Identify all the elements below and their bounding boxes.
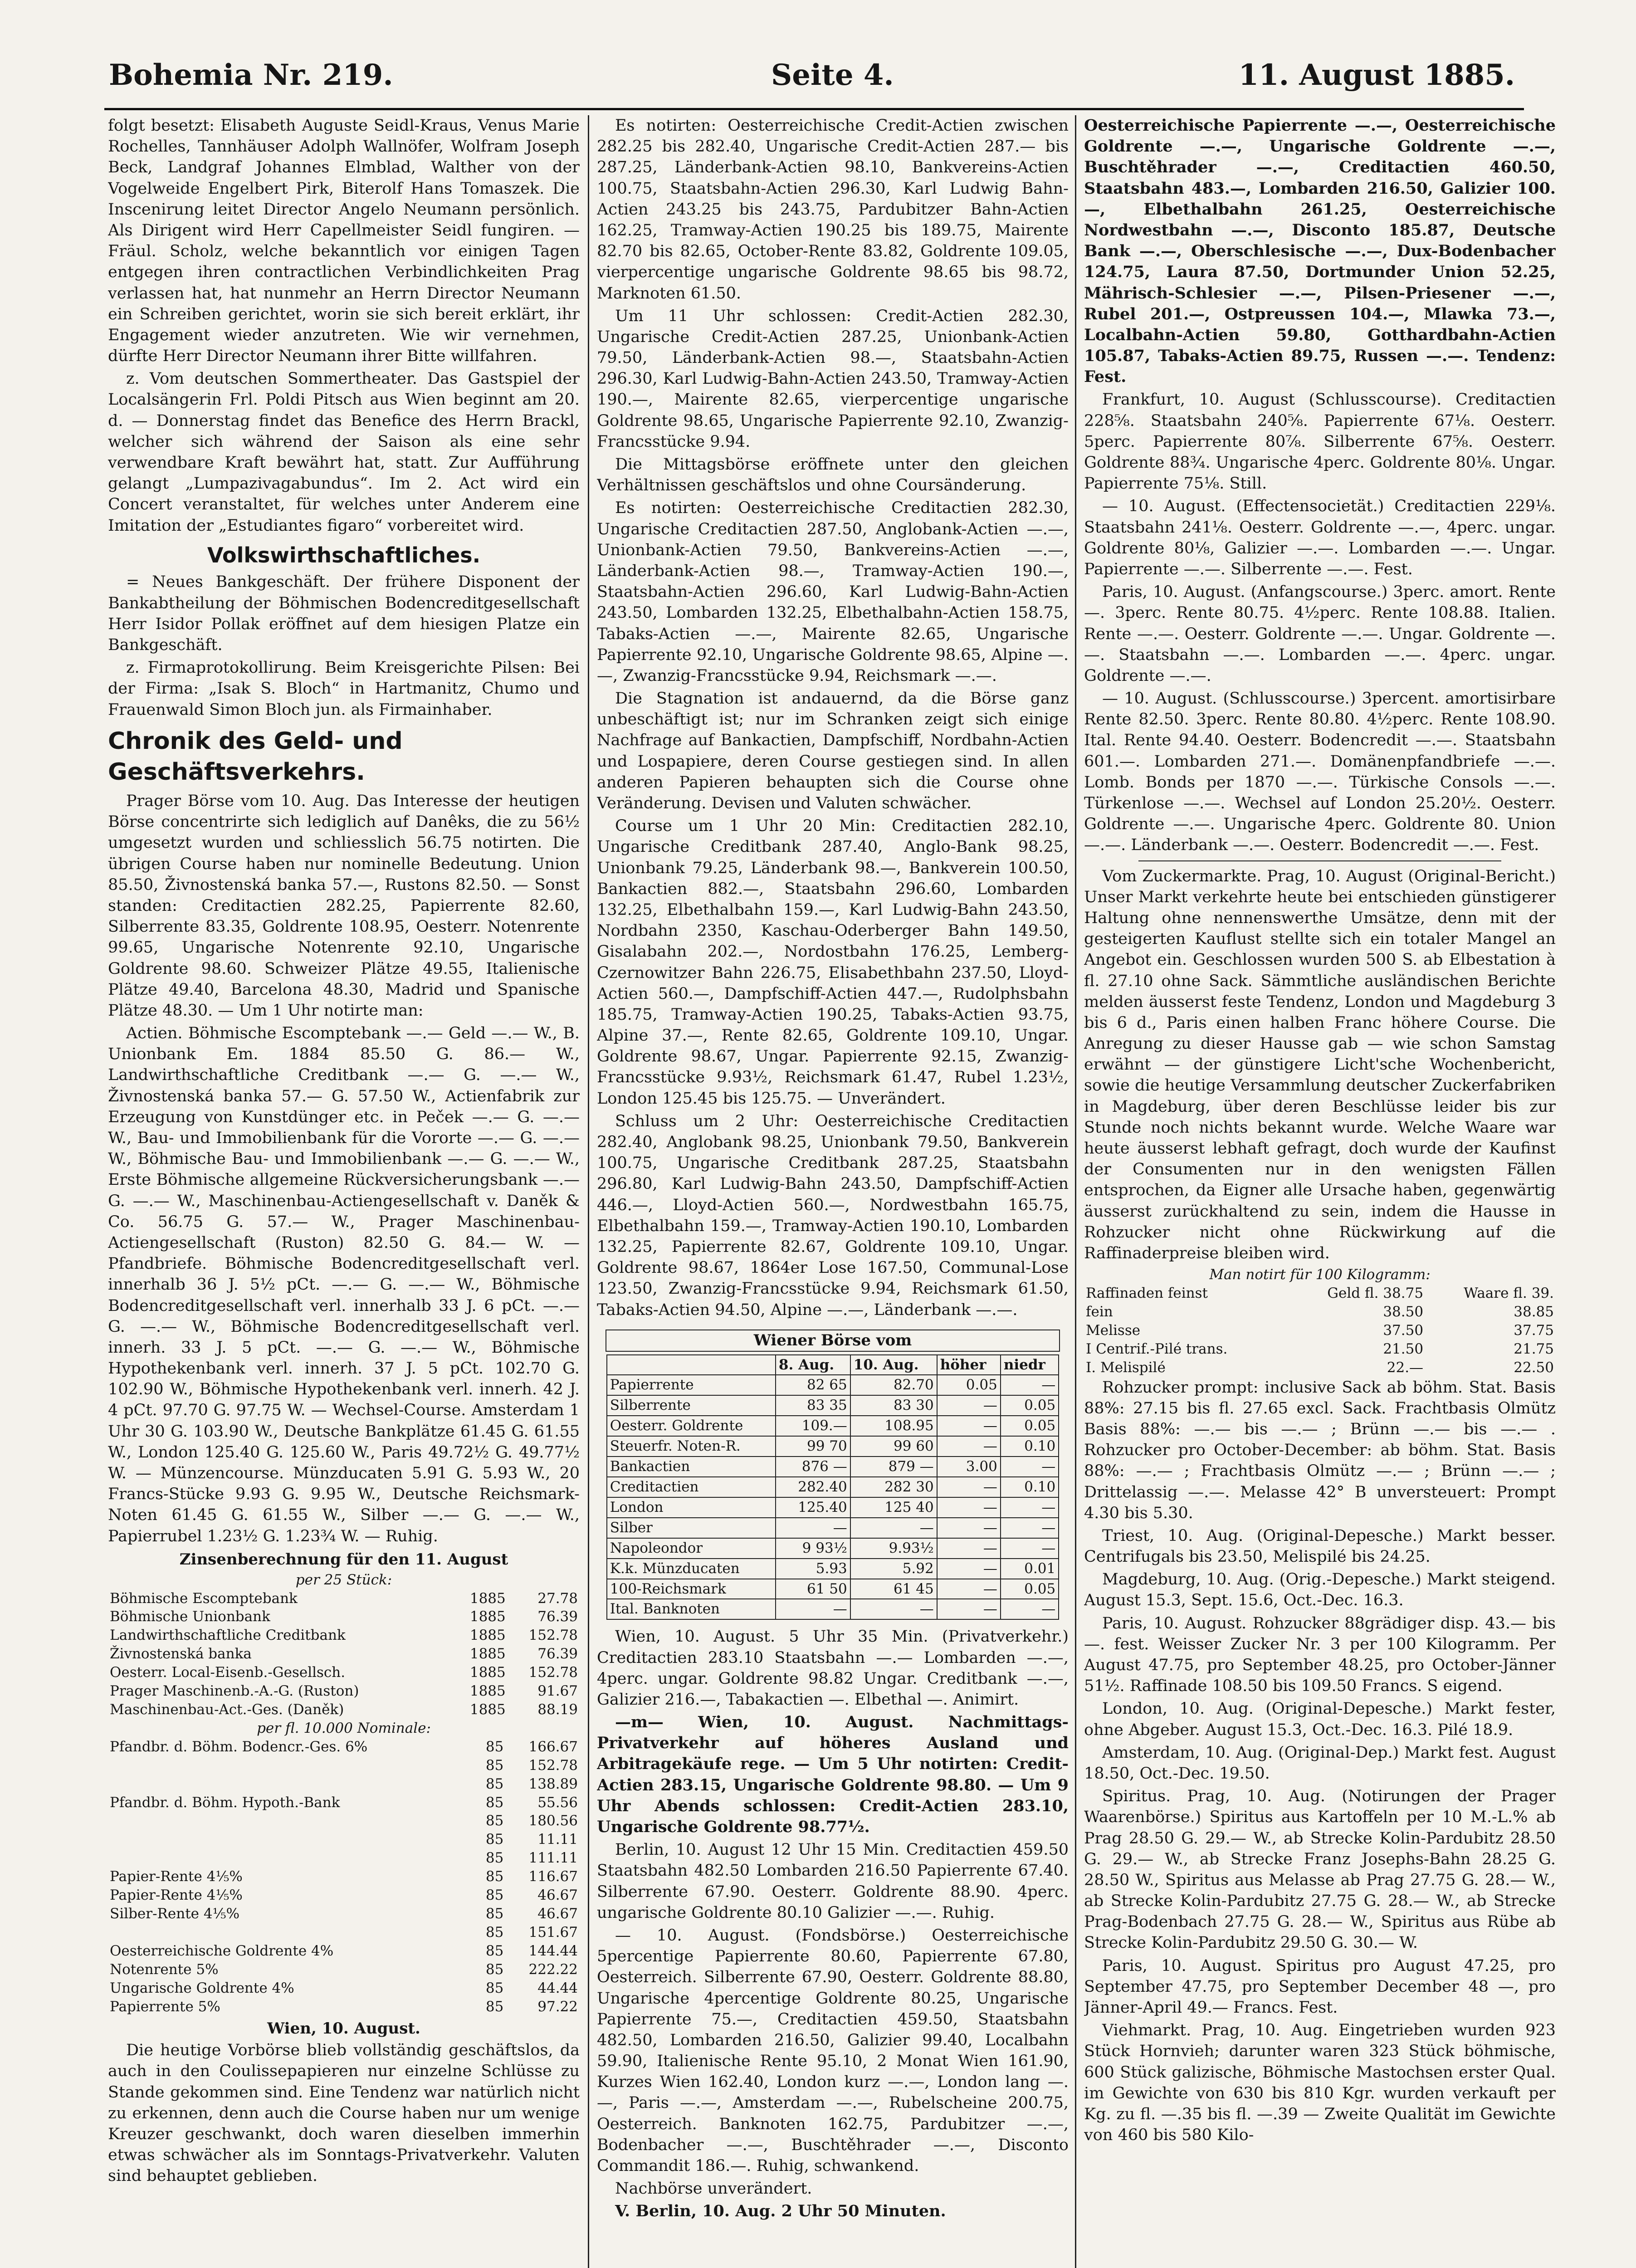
market-paragraph: Spiritus. Prag, 10. Aug. (Notirungen der Prager Waarenbörse.) Spiritus aus Kartoffeln per 10 M.-L.% ab Prag 28.50 G. 29.— W., ab Strecke Kolin-Pardubitz 28.50 G. 29.— W., ab Strecke Franz Josephs-Bahn 28.25 G. 28.50 W., Spiritus aus Melasse ab Prag 27.75 G. 28.— W., ab Strecke Kolin-Pardubitz 27.75 G. 28.— W., ab Strecke Prag-Bodenbach 27.75 G. 28.— W., Spiritus aus Rübe ab Strecke Kolin-Pardubitz 29.50 G. 30.— W. (1084, 1787, 1556, 1952)
table-row (108, 1923, 580, 1942)
table-row (607, 1538, 1059, 1559)
table-cell: — (1001, 1457, 1059, 1477)
table-row (607, 1375, 1059, 1395)
market-paragraph: —m— Wien, 10. August. Nachmittags-Privatverkehr auf höheres Ausland und Arbitragekäufe rege. — Um 5 Uhr notirten: Credit-Actien 283.15, Ungarische Goldrente 98.80. — Um 9 Uhr Abends schlossen: Credit-Actien 283.10, Ungarische Goldrente 98.77½. (597, 1713, 1069, 1837)
table-cell: Landwirthschaftliche Creditbank (110, 1627, 346, 1644)
table-cell (108, 1775, 475, 1794)
table-row (108, 1849, 580, 1867)
market-paragraph: Nachbörse unverändert. (615, 2180, 812, 2198)
column-divider (1075, 115, 1076, 2268)
table-cell: 1885 (469, 1701, 506, 1718)
table-row (108, 1942, 580, 1960)
table-cell: 22.50 (1514, 1359, 1554, 1376)
market-paragraph: — 10. August. (Effectensocietät.) Creditactien 229⅛. Staatsbahn 241⅛. Oesterr. Goldrente —.—, 4perc. ungar. Goldrente 80⅛, Galizier —.—. Lombarden —.—. Ungar. Papierrente —.—. Silberrente —.—. Fest. (1084, 497, 1556, 578)
issue-date: 11. August 1885. (1238, 58, 1515, 92)
table-cell: — (1001, 1538, 1059, 1559)
table-cell: Silberrente (607, 1395, 776, 1416)
table-cell: 85 (485, 1757, 504, 1774)
table-row (108, 1756, 580, 1775)
column-1 (108, 115, 580, 2268)
table-row (1084, 1321, 1556, 1340)
table-cell: 85 (485, 1813, 504, 1829)
market-paragraph: Paris, 10. August. Spiritus pro August 47.25, pro September 47.75, pro September December 48 —, pro Jänner-April 49.— Francs. Fest. (1084, 1956, 1556, 2017)
market-paragraph: — 10. August. (Fondsbörse.) Oesterreichische 5percentige Papierrente 80.60, Papierrente 67.80, Oesterreich. Silberrente 67.90, Oesterr. Goldrente 88.80, Ungarische 4percentige Goldrente 80.25, Ungarische Papierrente 75.—, Creditactien 459.50, Staatsbahn 482.50, Lombarden 216.50, Galizier 99.40, Localbahn 59.90, Italienische Rente 95.10, 2 Monat Wien 161.90, Kurzes Wien 162.40, London kurz —.—, London lang —.—, Paris —.—, Amsterdam —.—, Rubelscheine 200.75, Oesterreich. Banknoten 162.75, Pardubitzer —.—, Bodenbacher —.—, Buschtěhrader —.—, Disconto Commandit 186.—. Ruhig, schwankend. (597, 1926, 1069, 2175)
table-row (607, 1559, 1059, 1579)
bourse-table (606, 1354, 1059, 1620)
table-cell: 152.78 (528, 1627, 578, 1644)
table-cell: 1885 (469, 1664, 506, 1681)
page-header (104, 54, 1524, 108)
table-cell: 5.92 (850, 1559, 937, 1579)
table-cell: — (937, 1395, 1001, 1416)
theatre-paragraph: folgt besetzt: Elisabeth Auguste Seidl-Kraus, Venus Marie Rochelles, Tannhäuser Adolph Wallnöfer, Wolfram Joseph Beck, Landgraf Johannes Elmblad, Walther von der Vogelweide Engelbert Pirk, Biterolf Hans Tomaszek. Die Inscenirung leitet Director Angelo Neumann persönlich. Als Dirigent wird Herr Capellmeister Seidl fungiren. — Fräul. Scholz, welche bekanntlich vor einigen Tagen entgegen ihren contractlichen Verbindlichkeiten Prag verlassen hat, hat nunmehr an Herrn Director Neumann ein Schreiben gerichtet, worin sie sich bereit erklärt, ihr Engagement wieder anzutreten. Wie wir vernehmen, dürfte Herr Director Neumann ihrer Bitte willfahren. (108, 117, 580, 366)
table-cell: Papier-Rente 4⅕% (110, 1887, 243, 1904)
table-cell (108, 1923, 475, 1942)
table-cell: 44.44 (537, 1980, 578, 1996)
table-cell: Pfandbr. d. Böhm. Hypoth.-Bank (110, 1794, 340, 1811)
table-cell: — (937, 1497, 1001, 1518)
table-cell: Oesterr. Goldrente (607, 1416, 776, 1436)
table-cell: 85 (485, 1831, 504, 1848)
table-cell: 1885 (469, 1608, 506, 1625)
table-cell: 152.78 (528, 1664, 578, 1681)
table-cell: Silber (607, 1518, 776, 1538)
table-cell: 83 35 (776, 1395, 850, 1416)
table-cell: — (937, 1559, 1001, 1579)
interest-table-title: Zinsenberechnung für den 11. August (179, 1550, 508, 1569)
table-cell: 109.— (776, 1416, 850, 1436)
table-cell: 61 50 (776, 1579, 850, 1599)
table-cell: 99 70 (776, 1436, 850, 1457)
market-paragraph: Rohzucker prompt: inclusive Sack ab böhm. Stat. Basis 88%: 27.15 bis fl. 27.65 excl. Sack. Frachtbasis Olmütz Basis 88%: —.— bis —.— ; Brünn —.— bis —.— . Rohzucker pro October-December: ab böhm. Stat. Basis 88%: —.— ; Frachtbasis Olmütz —.— ; Brünn —.— ; Drittelassig —.—. Melasse 42° B unversteuert: Prompt 4.30 bis 5.30. (1084, 1378, 1556, 1522)
table-cell (108, 1830, 475, 1849)
market-paragraph: Prager Börse vom 10. Aug. Das Interesse der heutigen Börse concentrirte sich lediglich auf Danêks, die zu 56½ umgesetzt wurden und schliesslich 56.75 notirten. Die übrigen Course haben nur nominelle Bedeutung. Union 85.50, Živnostenská banka 57.—, Rustons 82.50. — Sonst standen: Creditactien 282.25, Papierrente 82.60, Silberrente 83.35, Goldrente 108.95, Oesterr. Notenrente 99.65, Ungarische Notenrente 92.10, Ungarische Goldrente 98.60. Schweizer Plätze 49.55, Italienische Plätze 49.40, Barcelona 48.30, Madrid und Spanische Plätze 48.30. — Um 1 Uhr notirte man: (108, 792, 580, 1020)
table-cell: 1885 (469, 1590, 506, 1607)
table-cell: 76.39 (537, 1608, 578, 1625)
table-cell (108, 1849, 475, 1867)
table-cell: 85 (485, 1850, 504, 1867)
table-cell: 21.75 (1514, 1340, 1554, 1357)
table-cell: 85 (485, 1980, 504, 1996)
table-cell: — (937, 1538, 1001, 1559)
table-cell: Bankactien (607, 1457, 776, 1477)
table-cell: 99 60 (850, 1436, 937, 1457)
table-cell: 85 (485, 1775, 504, 1792)
table-row (108, 1867, 580, 1886)
market-paragraph: Wien, 10. August. 5 Uhr 35 Min. (Privatverkehr.) Creditactien 283.10 Staatsbahn —.— Lombarden —.—, 4perc. ungar. Goldrente 98.82 Ungar. Creditbank —.—, Galizier 216.—, Tabakactien —. Elbethal —. Animirt. (597, 1628, 1069, 1709)
table-cell: 22.— (1387, 1359, 1424, 1376)
table-row (108, 1775, 580, 1794)
table-cell: 85 (485, 1905, 504, 1922)
market-paragraph: Die Stagnation ist andauernd, da die Börse ganz unbeschäftigt ist; nur im Schranken zeigt sich einige Nachfrage auf Bankactien, Dampfschiff, Nordbahn-Actien und Lospapiere, deren Course gestiegen sind. In allen anderen Papieren behaupten sich die Course ohne Veränderung. Devisen und Valuten schwächer. (597, 689, 1069, 812)
table-cell: — (850, 1599, 937, 1619)
table-row (1084, 1284, 1556, 1303)
table-cell: 1885 (469, 1683, 506, 1700)
table-cell: I Centrif.-Pilé trans. (1086, 1340, 1228, 1357)
market-paragraph: Es notirten: Oesterreichische Credit-Actien zwischen 282.25 bis 282.40, Ungarische Credit-Actien 287.— bis 287.25, Länderbank-Actien 98.10, Bankvereins-Actien 100.75, Staatsbahn-Actien 296.30, Karl Ludwig Bahn-Actien 243.25 bis 243.75, Pardubitzer Bahn-Actien 162.25, Tramway-Actien 190.25 bis 189.75, Mairente 82.70 bis 82.65, October-Rente 83.82, Goldrente 109.05, vierpercentige ungarische Goldrente 98.65 bis 98.72, Marknoten 61.50. (597, 117, 1069, 303)
table-cell: 85 (485, 1961, 504, 1978)
table-cell: 46.67 (537, 1905, 578, 1922)
table-cell: 152.78 (528, 1757, 578, 1774)
table-row (607, 1599, 1059, 1619)
table-cell: 1885 (469, 1627, 506, 1644)
table-row (1084, 1359, 1556, 1377)
market-paragraph: Course um 1 Uhr 20 Min: Creditactien 282.10, Ungarische Creditbank 287.40, Anglo-Bank 98.25, Unionbank 79.25, Länderbank 98.—, Bankverein 100.50, Bankactien 882.—, Staatsbahn 296.60, Lombarden 132.25, Elbethalbahn 159.—, Karl Ludwig-Bahn 243.50, Nordbahn 2350, Kaschau-Oderberger Bahn 149.50, Gisalabahn 202.—, Nordostbahn 176.25, Lemberg-Czernowitzer Bahn 226.75, Elisabethbahn 237.50, Lloyd-Actien 560.—, Dampfschiff-Actien 447.—, Rudolphsbahn 185.75, Tramway-Actien 190.25, Tabaks-Actien 93.75, Alpine 37.—, Rente 82.65, Goldrente 109.10, Ungar. Goldrente 98.67, Ungar. Papierrente 92.15, Zwanzig-Francsstücke 9.93½, Reichsmark 61.47, Rubel 1.23½, London 125.45 bis 125.75. — Unverändert. (597, 817, 1069, 1108)
table-cell: 876 — (776, 1457, 850, 1477)
table-cell: 125.40 (776, 1497, 850, 1518)
table-cell: Raffinaden feinst (1086, 1285, 1208, 1302)
table-cell (108, 1812, 475, 1830)
table-cell: Böhmische Escomptebank (110, 1590, 298, 1607)
table-cell: — (850, 1518, 937, 1538)
table-cell: 83 30 (850, 1395, 937, 1416)
table-row (108, 1663, 580, 1682)
market-paragraph: Oesterreichische Papierrente —.—, Oesterreichische Goldrente —.—, Ungarische Goldrente —.—, Buschtěhrader —.—, Creditactien 460.50, Staatsbahn 483.—, Lombarden 216.50, Galizier 100.—, Elbethalbahn 261.25, Oesterreichische Nordwestbahn —.—, Disconto 185.87, Deutsche Bank —.—, Oberschlesische —.—, Dux-Bodenbacher 124.75, Laura 87.50, Dortmunder Union 52.25, Mährisch-Schlesier —.—, Pilsen-Priesener —.—, Rubel 201.—, Ostpreussen 104.—, Mlawka 73.—, Localbahn-Actien 59.80, Gotthardbahn-Actien 105.87, Tabaks-Actien 89.75, Russen —.—. Tendenz: Fest. (1084, 116, 1556, 386)
market-paragraph: Amsterdam, 10. Aug. (Original-Dep.) Markt fest. August 18.50, Oct.-Dec. 19.50. (1084, 1743, 1556, 1783)
table-cell: — (1001, 1375, 1059, 1395)
market-paragraph: Die Mittagsbörse eröffnete unter den gleichen Verhältnissen geschäftslos und ohne Coursänderung. (597, 455, 1069, 495)
table-cell: 5.93 (776, 1559, 850, 1579)
table-row (108, 1626, 580, 1645)
interest-subtitle: per 25 Stück: (295, 1571, 392, 1588)
market-paragraph: Paris, 10. August. Rohzucker 88grädiger disp. 43.— bis —. fest. Weisser Zucker Nr. 3 per 100 Kilogramm. Per August 47.75, pro September 48.25, pro October-Jänner 51½. Raffinade 108.50 bis 109.50 Francs. S eigend. (1084, 1614, 1556, 1696)
table-cell: Melisse (1086, 1322, 1141, 1339)
column-2 (597, 115, 1069, 2268)
table-cell: 108.95 (850, 1416, 937, 1436)
table-cell: — (937, 1518, 1001, 1538)
theatre-paragraph: z. Vom deutschen Sommertheater. Das Gastspiel der Localsängerin Frl. Poldi Pitsch aus Wien beginnt am 20. d. — Donnerstag findet das Benefice des Herrn Brackl, welcher sich während der Saison als eine sehr verwendbare Kraft bewährt hat, statt. Zur Aufführung gelangt „Lumpazivagabundus“. Im 2. Act wird ein Concert veranstaltet, für welches unter Anderem eine Imitation der „Estudiantes figaro“ vorbereitet wird. (108, 370, 580, 535)
table-cell: 37.75 (1514, 1322, 1554, 1339)
table-cell: 0.05 (1001, 1395, 1059, 1416)
market-paragraph: Magdeburg, 10. Aug. (Orig.-Depesche.) Markt steigend. August 15.3, Sept. 15.6, Oct.-Dec. 16.3. (1084, 1570, 1556, 1610)
table-row (108, 1608, 580, 1626)
table-cell: Creditactien (607, 1477, 776, 1497)
table-row (607, 1477, 1059, 1497)
column-header: höher (937, 1355, 1001, 1375)
bourse-table-title: Wiener Börse vom (606, 1330, 1060, 1352)
interest-table-shares (108, 1589, 580, 1719)
table-row (108, 1794, 580, 1812)
table-cell: Pfandbr. d. Böhm. Bodencr.-Ges. 6% (110, 1738, 368, 1755)
table-cell: 61 45 (850, 1579, 937, 1599)
market-paragraph: Berlin, 10. August 12 Uhr 15 Min. Creditactien 459.50 Staatsbahn 482.50 Lombarden 216.50 Papierrente 67.40. Silberrente 67.90. Oesterr. Goldrente 88.90. 4perc. ungarische Goldrente 80.10 Galizier —.—. Ruhig. (597, 1841, 1069, 1922)
table-cell: 9.93½ (850, 1538, 937, 1559)
table-cell: Papierrente (607, 1375, 776, 1395)
table-cell: 166.67 (528, 1738, 578, 1755)
table-cell: 85 (485, 1998, 504, 2015)
table-row (607, 1497, 1059, 1518)
table-cell (108, 1756, 475, 1775)
table-cell: Waare fl. 39. (1464, 1285, 1554, 1302)
table-row (108, 1682, 580, 1701)
table-row (108, 1589, 580, 1608)
market-paragraph: Es notirten: Oesterreichische Creditactien 282.30, Ungarische Creditactien 287.50, Anglobank-Actien —.—, Unionbank-Actien 79.50, Bankvereins-Actien —.—, Länderbank-Actien 98.—, Tramway-Actien 190.—, Staatsbahn-Actien 296.60, Karl Ludwig-Bahn-Actien 243.50, Lombarden 132.25, Elbethalbahn-Actien 158.75, Tabaks-Actien —.—, Mairente 82.65, Ungarische Papierrente 92.10, Ungarische Goldrente 98.65, Alpine —.—, Zwanzig-Francsstücke 9.94, Reichsmark —.—. (597, 499, 1069, 685)
column-header (607, 1355, 776, 1375)
table-cell: London (607, 1497, 776, 1518)
table-cell: 222.22 (528, 1961, 578, 1978)
table-cell: 82.70 (850, 1375, 937, 1395)
sugar-market-paragraph: Vom Zuckermarkte. Prag, 10. August (Original-Bericht.) Unser Markt verkehrte heute bei entschieden günstigerer Haltung ohne nennenswerthe Umsätze, denn mit der gesteigerten Kauflust stellte sich ein totaler Mangel an Angebot ein. Geschlossen wurden 500 S. ab Elbestation à fl. 27.10 ohne Sack. Sämmtliche ausländischen Berichte melden äusserst feste Tendenz, London und Magdeburg 3 bis 6 d., Paris einen halben Franc höhere Course. Die Anregung zu dieser Hausse gab — wie schon Samstag erwähnt — der günstigere Licht'sche Wochenbericht, sowie die heutige Versammlung deutscher Zuckerfabriken in Magdeburg, über deren Beschlüsse leider bis zur Stunde noch nichts bekannt wurde. Welche Waare war heute äusserst lebhaft gefragt, doch wurde der Kaufinst der Consumenten nur in den wenigsten Fällen entsprochen, da Eigner alle Ursache haben, gegenwärtig äusserst zurückhaltend zu sein, indem die Hausse in Rohzucker nicht ohne Rückwirkung auf die Raffinaderpreise bleiben wird. (1084, 867, 1556, 1262)
table-cell: — (776, 1518, 850, 1538)
table-row (108, 1738, 580, 1756)
table-row (108, 1701, 580, 1719)
table-cell: Silber-Rente 4⅕% (110, 1905, 240, 1922)
table-cell: Papierrente 5% (110, 1998, 220, 2015)
table-cell: — (937, 1416, 1001, 1436)
market-paragraph: Actien. Böhmische Escomptebank —.— Geld —.— W., B. Unionbank Em. 1884 85.50 G. 86.— W., Landwirthschaftliche Creditbank —.— G. —.— W., Živnostenská banka 57.— G. 57.50 W., Actienfabrik zur Erzeugung von Kunstdünger etc. in Peček —.— G. —.— W., Bau- und Immobilienbank für die Vororte —.— G. —.— W., Böhmische Bau- und Immobilienbank —.— G. —.— W., Erste Böhmische allgemeine Rückversicherungsbank —.— G. —.— W., Maschinenbau-Actiengesellschaft v. Daněk & Co. 56.75 G. 57.— W., Prager Maschinenbau-Actiengesellschaft (Ruston) 82.50 G. 84.— W. — Pfandbriefe. Böhmische Bodencreditgesellschaft verl. innerhalb 36 J. 5½ pCt. —.— G. —.— W., Böhmische Bodencreditgesellschaft verl. innerhalb 33 J. 6 pCt. —.— G. —.— W., Böhmische Bodencreditgesellschaft verl. innerh. 33 J. 5 pCt. —.— G. —.— W., Böhmische Hypothekenbank verl. innerh. 37 J. 5 pCt. 102.70 G. 102.90 W., Böhmische Hypothekenbank verl. innerh. 42 J. 4 pCt. 97.70 G. 97.75 W. — Wechsel-Course. Amsterdam 1 Uhr 30 G. 103.90 W., Deutsche Bankplätze 61.45 G. 61.55 W., London 125.40 G. 125.60 W., Paris 49.72½ G. 49.77½ W. — Münzencourse. Münzducaten 5.91 G. 5.93 W., 20 Francs-Stücke 9.93 G. 9.95 W., Deutsche Reichsmark-Noten 61.45 G. 61.55 W., Silber —.— G. —.— W., Papierrubel 1.23½ G. 1.23¾ W. — Ruhig. (108, 1024, 580, 1545)
market-paragraph: London, 10. Aug. (Original-Depesche.) Markt fester, ohne Abgeber. August 15.3, Oct.-Dec. 16.3. Pilé 18.9. (1084, 1700, 1556, 1739)
column-3 (1084, 115, 1556, 2268)
table-row (108, 1886, 580, 1905)
table-cell: 88.19 (537, 1701, 578, 1718)
table-cell: 85 (485, 1924, 504, 1941)
column-divider (588, 115, 589, 2268)
table-cell: 282.40 (776, 1477, 850, 1497)
market-paragraph: Um 11 Uhr schlossen: Credit-Actien 282.30, Ungarische Credit-Actien 287.25, Unionbank-Actien 79.50, Länderbank-Actien 98.—, Staatsbahn-Actien 296.30, Karl Ludwig-Bahn-Actien 243.50, Tramway-Actien 190.—, Mairente 82.65, vierpercentige ungarische Goldrente 98.65, Ungarische Papierrente 92.10, Zwanzig-Francsstücke 9.94. (597, 307, 1069, 451)
table-cell: — (1001, 1599, 1059, 1619)
header-rule (104, 108, 1524, 110)
table-cell: 37.50 (1383, 1322, 1424, 1339)
table-row (607, 1457, 1059, 1477)
market-paragraph: Schluss um 2 Uhr: Oesterreichische Creditactien 282.40, Anglobank 98.25, Unionbank 79.50, Bankverein 100.75, Ungarische Creditbank 287.25, Staatsbahn 296.80, Karl Ludwig-Bahn 243.50, Dampfschiff-Actien 446.—, Lloyd-Actien 560.—, Nordwestbahn 165.75, Elbethalbahn 159.—, Tramway-Actien 190.10, Lombarden 132.25, Papierrente 82.67, Goldrente 109.10, Ungar. Goldrente 98.67, 1864er Lose 167.50, Communal-Lose 123.50, Zwanzig-Francsstücke 9.94, Reichsmark 61.50, Tabaks-Actien 94.50, Alpine —.—, Länderbank —.—. (597, 1112, 1069, 1319)
market-paragraph: Viehmarkt. Prag, 10. Aug. Eingetrieben wurden 923 Stück Hornvieh; darunter waren 323 Stück böhmische, 600 Stück galizische, Böhmische Mastochsen erster Qual. im Gewichte von 630 bis 810 Kgr. wurden verkauft per Kg. zu fl. —.35 bis fl. —.39 — Zweite Qualität im Gewichte von 460 bis 580 Kilo- (1084, 2021, 1556, 2145)
table-cell: — (776, 1599, 850, 1619)
table-cell: 138.89 (528, 1775, 578, 1792)
table-cell: Ital. Banknoten (607, 1599, 776, 1619)
table-cell: 3.00 (937, 1457, 1001, 1477)
table-cell: 91.67 (537, 1683, 578, 1700)
sugar-price-table (1084, 1284, 1556, 1377)
table-row (108, 1830, 580, 1849)
table-cell: Prager Maschinenb.-A.-G. (Ruston) (110, 1683, 359, 1700)
table-cell: 0.05 (1001, 1579, 1059, 1599)
table-cell: 97.22 (537, 1998, 578, 2015)
market-paragraph: V. Berlin, 10. Aug. 2 Uhr 50 Minuten. (615, 2202, 946, 2221)
section-heading-volkswirthschaft: Volkswirthschaftliches. (207, 543, 481, 567)
table-cell: — (937, 1579, 1001, 1599)
table-cell: 38.50 (1383, 1303, 1424, 1320)
market-paragraph: Triest, 10. Aug. (Original-Depesche.) Markt besser. Centrifugals bis 23.50, Melispilé bis 24.25. (1084, 1526, 1556, 1566)
table-cell: Oesterr. Local-Eisenb.-Gesellsch. (110, 1664, 346, 1681)
sugar-subtitle: Man notirt für 100 Kilogramm: (1209, 1266, 1431, 1283)
table-cell: 9 93½ (776, 1538, 850, 1559)
table-cell: — (937, 1477, 1001, 1497)
separator-rule (1138, 860, 1501, 861)
table-cell: — (1001, 1497, 1059, 1518)
table-row (108, 1998, 580, 2016)
interest-subtitle: per fl. 10.000 Nominale: (257, 1720, 431, 1736)
table-cell: 11.11 (537, 1831, 578, 1848)
table-row (108, 1812, 580, 1830)
page-number: Seite 4. (771, 58, 894, 92)
table-cell: I. Melispilé (1086, 1359, 1166, 1376)
table-cell: 76.39 (537, 1646, 578, 1662)
wien-heading: Wien, 10. August. (267, 2019, 420, 2038)
table-cell: 55.56 (537, 1794, 578, 1811)
table-cell: 85 (485, 1794, 504, 1811)
news-paragraph: z. Firmaprotokollirung. Beim Kreisgerichte Pilsen: Bei der Firma: „Isak S. Bloch“ in Hartmanitz, Chumo und Frauenwald Simon Bloch jun. als Firmainhaber. (108, 659, 580, 719)
table-cell: 125 40 (850, 1497, 937, 1518)
table-cell: 100-Reichsmark (607, 1579, 776, 1599)
table-cell: — (937, 1599, 1001, 1619)
column-header: 8. Aug. (776, 1355, 850, 1375)
table-cell: 0.10 (1001, 1477, 1059, 1497)
table-cell: 46.67 (537, 1887, 578, 1904)
market-paragraph: Die heutige Vorbörse blieb vollständig geschäftslos, da auch in den Coulissepapieren nur einzelne Schlüsse zu Stande gekommen sind. Eine Tendenz war natürlich nicht zu erkennen, denn auch die Course haben nur um wenige Kreuzer geschwankt, doch waren dieselben immerhin etwas schwächer als im Sonntags-Privatverkehr. Valuten sind behauptet geblieben. (108, 2041, 580, 2185)
table-cell: — (1001, 1518, 1059, 1538)
interest-table-bonds (108, 1738, 580, 2016)
news-paragraph: = Neues Bankgeschäft. Der frühere Disponent der Bankabtheilung der Böhmischen Bodencreditgesellschaft Herr Isidor Pollak eröffnet auf dem hiesigen Platze ein Bankgeschäft. (108, 573, 580, 655)
column-header: 10. Aug. (850, 1355, 937, 1375)
table-cell: 282 30 (850, 1477, 937, 1497)
table-cell: 27.78 (537, 1590, 578, 1607)
table-row (108, 1979, 580, 1998)
table-cell: 0.05 (1001, 1416, 1059, 1436)
table-cell: — (937, 1436, 1001, 1457)
table-cell: 116.67 (528, 1868, 578, 1885)
table-row (607, 1579, 1059, 1599)
table-row (1084, 1303, 1556, 1321)
table-row (1084, 1340, 1556, 1359)
market-paragraph: Paris, 10. August. (Anfangscourse.) 3perc. amort. Rente —. 3perc. Rente 80.75. 4½perc. Rente 108.88. Italien. Rente —.—. Oesterr. Goldrente —.—. Ungar. Goldrente —.—. Staatsbahn —.—. Lombarden —.—. 4perc. ungar. Goldrente —.—. (1084, 583, 1556, 685)
table-row (108, 1645, 580, 1663)
table-cell: 0.05 (937, 1375, 1001, 1395)
table-cell: Ungarische Goldrente 4% (110, 1980, 294, 1996)
table-cell: 85 (485, 1868, 504, 1885)
table-cell: 111.11 (528, 1850, 578, 1867)
table-cell: Geld fl. 38.75 (1327, 1285, 1424, 1302)
table-row (607, 1416, 1059, 1436)
market-paragraph: Frankfurt, 10. August (Schlusscourse). Creditactien 228⅝. Staatsbahn 240⅝. Papierrente 67⅛. Oesterr. 5perc. Papierrente 80⅞. Silberrente 67⅝. Oesterr. Goldrente 88¾. Ungarische 4perc. Goldrente 80⅛. Ungar. Papierrente 75⅛. Still. (1084, 391, 1556, 493)
table-cell: 180.56 (528, 1813, 578, 1829)
table-cell: Napoleondor (607, 1538, 776, 1559)
table-cell: Böhmische Unionbank (110, 1608, 270, 1625)
table-row (108, 1960, 580, 1979)
table-cell: Živnostenská banka (110, 1646, 252, 1662)
table-row (607, 1395, 1059, 1416)
table-cell: 38.85 (1514, 1303, 1554, 1320)
table-cell: 82 65 (776, 1375, 850, 1395)
table-cell: 879 — (850, 1457, 937, 1477)
table-row (108, 1905, 580, 1923)
table-cell: Oesterreichische Goldrente 4% (110, 1942, 334, 1959)
table-cell: 151.67 (528, 1924, 578, 1941)
masthead-issue: Bohemia Nr. 219. (109, 58, 393, 92)
table-cell: 21.50 (1383, 1340, 1424, 1357)
table-cell: Papier-Rente 4⅕% (110, 1868, 243, 1885)
table-cell: 85 (485, 1738, 504, 1755)
table-cell: Steuerfr. Noten-R. (607, 1436, 776, 1457)
table-cell: 144.44 (528, 1942, 578, 1959)
table-cell: K.k. Münzducaten (607, 1559, 776, 1579)
column-header: niedr (1001, 1355, 1059, 1375)
table-row (607, 1436, 1059, 1457)
table-cell: 1885 (469, 1646, 506, 1662)
table-cell: fein (1086, 1303, 1113, 1320)
table-cell: 0.10 (1001, 1436, 1059, 1457)
table-row (607, 1518, 1059, 1538)
table-cell: Maschinenbau-Act.-Ges. (Daněk) (110, 1701, 344, 1718)
table-cell: 85 (485, 1887, 504, 1904)
table-cell: 0.01 (1001, 1559, 1059, 1579)
table-cell: 85 (485, 1942, 504, 1959)
market-paragraph: — 10. August. (Schlusscourse.) 3percent. amortisirbare Rente 82.50. 3perc. Rente 80.80. 4½perc. Rente 108.90. Ital. Rente 94.40. Oesterr. Bodencredit —.—. Staatsbahn 601.—. Lombarden 271.—. Domänenpfandbriefe —.—. Lomb. Bonds per 1870 —.—. Türkische Consols —.—. Türkenlose —.—. Wechsel auf London 25.20½. Oesterr. Goldrente —.—. Ungarische 4perc. Goldrente 80. Union —.—. Länderbank —.—. Oesterr. Bodencredit —.—. Fest. (1084, 689, 1556, 855)
section-heading-chronik: Chronik des Geld- und Geschäftsverkehrs. (108, 727, 403, 786)
table-cell: Notenrente 5% (110, 1961, 219, 1978)
